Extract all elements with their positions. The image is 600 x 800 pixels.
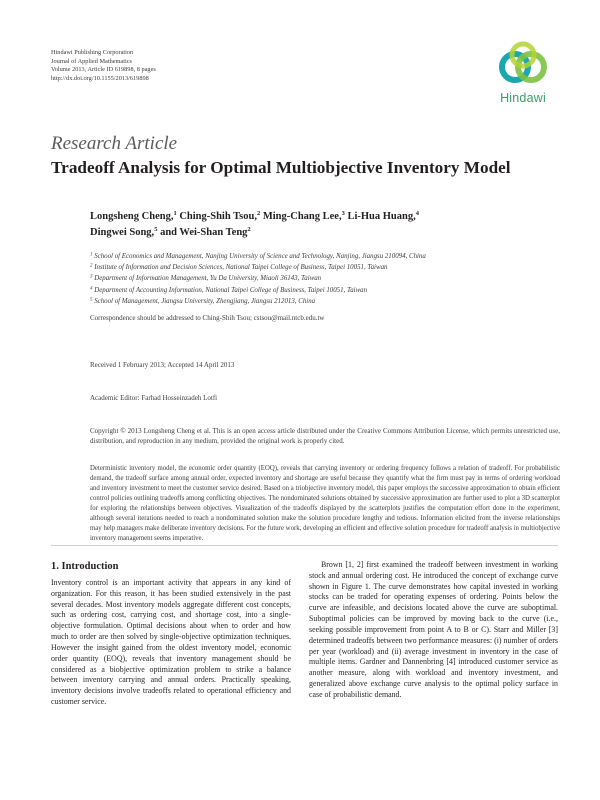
- author-affil-mark: 3: [341, 210, 345, 217]
- hindawi-wordmark: Hindawi: [500, 91, 546, 105]
- correspondence-note: Correspondence should be addressed to Ching-Shih Tsou; cstsou@mail.ntcb.edu.tw: [90, 314, 325, 322]
- affiliation-text: School of Management, Jiangsu University, Zhengjiang, Jiangsu 212013, China: [92, 297, 316, 305]
- hindawi-rings-icon: [496, 40, 550, 90]
- affiliation-text: Department of Information Management, Yu Da University, Miaoli 36143, Taiwan: [92, 275, 322, 283]
- affiliation-item: [90, 285, 560, 296]
- affiliation-mark: 2: [90, 263, 93, 269]
- affiliation-item: [90, 251, 560, 262]
- affiliation-list: [90, 251, 560, 307]
- left-column: [51, 560, 291, 708]
- article-title: Tradeoff Analysis for Optimal Multiobjective Inventory Model: [51, 158, 511, 177]
- author-line-2: [90, 225, 560, 241]
- affiliation-mark: 1: [90, 252, 93, 258]
- section-divider: [51, 545, 558, 546]
- author-name: Ming-Chang Lee,: [260, 211, 342, 222]
- author-name: and Wei-Shan Teng: [157, 226, 248, 238]
- author-affil-mark: 5: [154, 225, 158, 233]
- author-line-1: [90, 209, 560, 225]
- affiliation-text: Institute of Information and Decision Sciences, National Taipei College of Business, Taipei 10051, Taiwan: [92, 264, 388, 272]
- section-heading: 1. Introduction: [51, 561, 119, 572]
- volume-info: Volume 2013, Article ID 619898, 8 pages: [51, 66, 156, 74]
- affiliation-text: Department of Accounting Information, National Taipei College of Business, Taipei 10051, Taiwan: [92, 286, 368, 294]
- author-name: Dingwei Song,: [90, 226, 155, 238]
- author-affil-mark: 2: [256, 210, 261, 217]
- author-list: [90, 209, 560, 240]
- hindawi-logo: [488, 40, 558, 106]
- copyright-notice: Copyright © 2013 Longsheng Cheng et al. This is an open access article distributed under the Creative Commons Attribution License, which permits unrestricted use, distribution, and reproduction in any medium, provided the original work is properly cited.: [90, 427, 560, 446]
- received-dates: Received 1 February 2013; Accepted 14 April 2013: [90, 361, 235, 369]
- doi-link[interactable]: http://dx.doi.org/10.1155/2013/619898: [51, 74, 149, 82]
- journal-name: Journal of Applied Mathematics: [51, 57, 132, 65]
- intro-paragraph-right: Brown [1, 2] first examined the tradeoff between investment in working stock and annual ordering cost. He introduced the concept of exchange curve shown in Figure 1. The curve demonstrates how capital invested in working stocks can be traded for operating expenses of ordering. Points below the curve are infeasible, and decisions located above the curve are suboptimal. Suboptimal policies can be improved by moving back to the curve (i.e., seeking possible improvement from point A to B or C). Starr and Miller [3] determined tradeoffs between two performance measures: (i) number of orders per year (workload) and (ii) average investment in inventory in the case of multiple items. Gardner and Dannenbring [4] introduced customer service as another measure, along with workload and inventory investment, and generalized above exchange curve analysis to the optimal policy surface in case of probabilistic demand.: [309, 560, 558, 699]
- right-column: [309, 560, 558, 701]
- article-type: Research Article: [51, 133, 178, 154]
- affiliation-item: [90, 273, 560, 284]
- affiliation-mark: 5: [90, 297, 93, 303]
- affiliation-mark: 3: [90, 274, 93, 280]
- affiliation-mark: 4: [90, 286, 93, 292]
- author-affil-mark: 4: [415, 210, 419, 217]
- journal-masthead: [51, 49, 156, 83]
- intro-paragraph-left: Inventory control is an important activity that appears in any kind of organization. For this reason, it has been studied extensively in the past several decades. Most inventory models aggregate different cost concepts, such as ordering cost, carrying cost, and shortage cost, into a single-objective formulation. Optimal decisions about when to order and how much to order are then solved by single-objective optimization techniques. However the insight gained from the oldest inventory model, economic order quantity (EOQ), reveals that inventory management should be considered as a biobjective optimization problem to strike a balance between inventory carrying and annual orders. Practically speaking, inventory decisions involve tradeoffs related to operational efficiency and customer service.: [51, 578, 291, 706]
- publisher-name: Hindawi Publishing Corporation: [51, 49, 134, 56]
- author-affil-mark: 2: [247, 225, 251, 233]
- academic-editor: Academic Editor: Farhad Hosseinzadeh Lotfi: [90, 394, 218, 402]
- affiliation-text: School of Economics and Management, Nanjing University of Science and Technology, Nanjing, Jiangsu 210094, China: [92, 253, 426, 260]
- author-name: Li-Hua Huang,: [344, 211, 416, 222]
- affiliation-item: [90, 262, 560, 273]
- affiliation-item: [90, 296, 560, 307]
- author-affil-mark: 1: [173, 210, 177, 217]
- author-name: Longsheng Cheng,: [90, 211, 174, 222]
- author-name: Ching-Shih Tsou,: [176, 211, 257, 222]
- abstract-text: Deterministic inventory model, the economic order quantity (EOQ), reveals that carrying inventory or ordering frequency follows a relation of tradeoff. For probabilistic demand, the tradeoff surface among annual order, expected inventory and shortage are useful because they quantify what the firm must pay in terms of ordering workload and inventory investment to meet the customer service desired. Based on a triobjective inventory model, this paper employs the successive approximation to obtain efficient control policies outlining tradeoffs among conflicting objectives. The nondominated solutions obtained by successive approximation are further used to plot a 3D scatterplot for exploring the relationships between objectives. Visualization of the tradeoffs displayed by the scatterplots justifies the computation effort done in the experiment, although several iterations needed to reach a nondominated solution make the solution procedure lengthy and tedious. Information elicited from the inverse relationships may help managers make deliberate inventory decisions. For the future work, developing an efficient and effective solution procedure for tradeoff analysis in multiobjective inventory management seems imperative.: [90, 465, 560, 543]
